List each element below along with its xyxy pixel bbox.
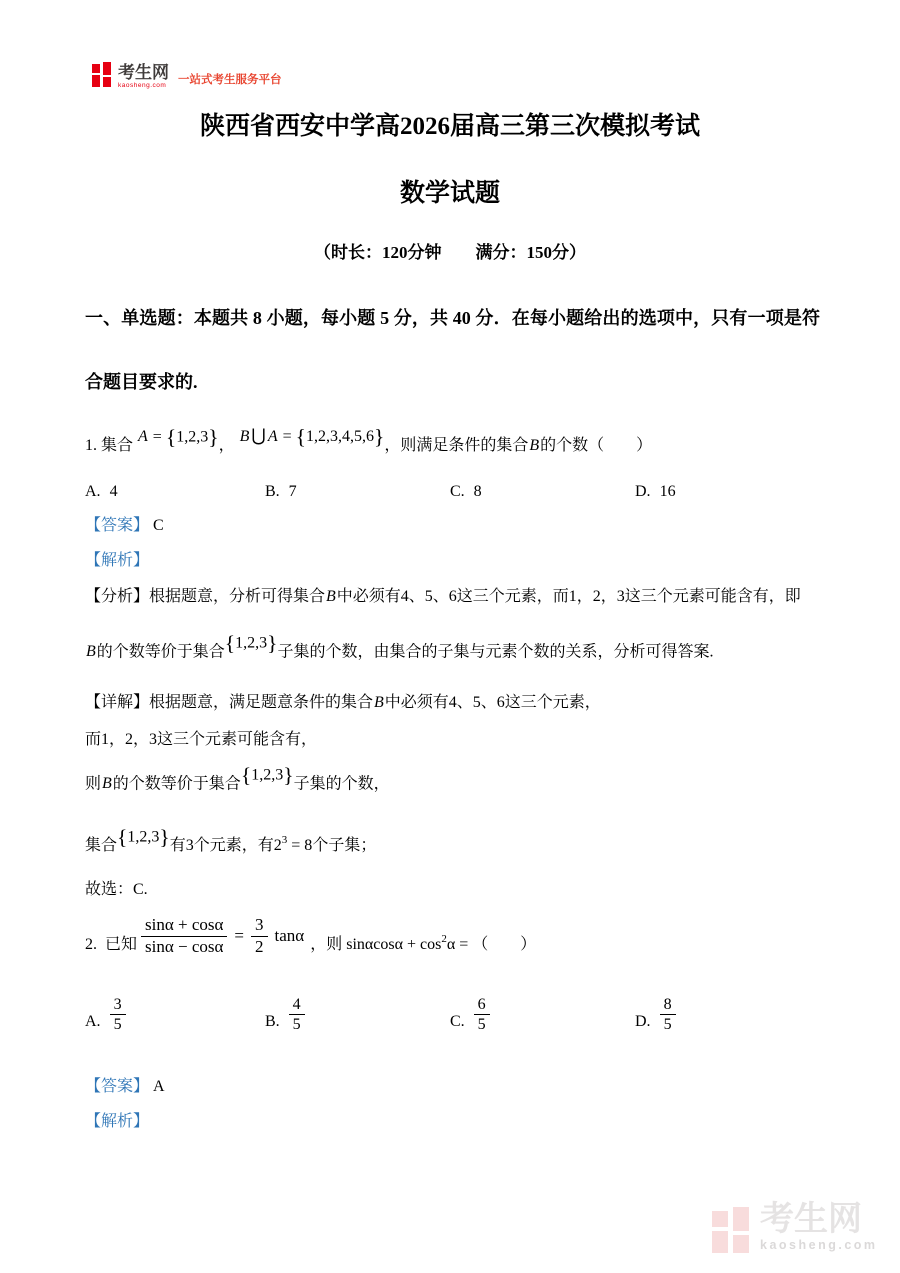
q1-explain-tag-line <box>85 549 149 573</box>
q1-conclusion: 故选：C. <box>85 881 148 898</box>
explain-tag: 【解析】 <box>85 1113 150 1130</box>
fraction-rhs: $\frac{3}{2}$ <box>251 915 268 957</box>
math-set-union: B ⋃ A = {1,2,3,4,5,6} <box>239 424 385 449</box>
explain-tag: 【解析】 <box>85 552 150 569</box>
q1-answer-value: C <box>153 517 164 534</box>
fraction-lhs: $\frac{\sin\alpha + \cos\alpha}{\sin\alpha - \cos\alpha}$ <box>141 915 227 957</box>
q2-explain-tag-line <box>85 1110 149 1134</box>
section-heading-line1: 一、单选题：本题共 8 小题，每小题 5 分，共 40 分．在每小题给出的选项中，只有一项是符 <box>85 308 820 328</box>
q1-stem-text: 集合 <box>101 437 134 454</box>
q1-option-b: B. 7 <box>265 483 297 500</box>
math-set: {1,2,3} <box>224 631 278 655</box>
q2-option-c: C. $\frac{6}{5}$ <box>450 995 490 1034</box>
doc-title: 陕西省西安中学高2026届高三第三次模拟考试 <box>199 113 700 140</box>
question-1-stem: 1. 集合 A = {1,2,3}， B ⋃ A = {1,2,3,4,5,6}，则满足条件的集合B的个数（ ） <box>85 424 653 454</box>
q1-analysis-line2: B的个数等价于集合{1,2,3}子集的个数，由集合的子集与元素个数的关系，分析可得答案. <box>86 631 714 661</box>
math-set: {1,2,3} <box>117 824 170 849</box>
watermark-name: 考生网 <box>760 1200 862 1238</box>
q1-detail-line4: 集合{1,2,3}有3个元素，有$2^3 = 8$个子集； <box>85 824 377 854</box>
doc-meta: （时长：120分钟 满分：150分） <box>314 243 586 262</box>
q1-option-a: A. 4 <box>85 483 118 500</box>
q1-answer-line <box>85 514 164 538</box>
q2-answer-line <box>85 1075 165 1099</box>
q1-number: 1. <box>85 437 97 454</box>
q1-analysis-line: 【分析】根据题意，分析可得集合B中必须有4、5、6这三个元素，而1，2，3这三个元素可能含有，即 <box>85 588 801 605</box>
q2-option-a: A. $\frac{3}{5}$ <box>85 995 126 1034</box>
q2-stem-tail: ，则 $\sin\alpha\cos\alpha + \cos^2\alpha$ = （ ） <box>310 933 537 953</box>
watermark <box>712 1202 878 1257</box>
q1-detail-line1: 【详解】根据题意，满足题意条件的集合B中必须有4、5、6这三个元素， <box>85 694 601 711</box>
doc-subtitle: 数学试题 <box>399 180 500 207</box>
q2-answer-value: A <box>153 1078 165 1095</box>
q1-options-row <box>85 480 825 530</box>
q2-number: 2. <box>85 936 97 953</box>
math-power: $2^3 = 8$ <box>273 834 313 854</box>
section-heading-line2: 合题目要求的. <box>85 372 198 392</box>
tan-term: tanα <box>274 926 305 946</box>
brand-text <box>118 64 169 90</box>
question-2-stem <box>85 905 536 957</box>
q1-option-c: C. 8 <box>450 483 482 500</box>
answer-tag: 【答案】 <box>85 1078 150 1095</box>
q2-options-row <box>85 995 825 1045</box>
answer-tag: 【答案】 <box>85 517 150 534</box>
brand-domain: kaosheng.com <box>118 81 167 89</box>
math-set: {1,2,3} <box>240 763 294 787</box>
union-symbol: ⋃ <box>251 425 266 445</box>
equals-sign: = <box>234 926 245 946</box>
watermark-domain: kaosheng.com <box>760 1238 878 1252</box>
q1-option-d: D. 16 <box>635 483 676 500</box>
brand-tagline: 一站式考生服务平台 <box>178 74 282 86</box>
math-fraction-equation <box>141 915 304 957</box>
kaosheng-watermark-icon <box>712 1207 752 1257</box>
brand-logo <box>92 62 282 89</box>
q1-detail-line3: 则B的个数等价于集合{1,2,3}子集的个数， <box>85 763 390 793</box>
math-set-a: A = {1,2,3} <box>138 424 219 449</box>
q2-option-d: D. $\frac{8}{5}$ <box>635 995 676 1034</box>
brand-name: 考生网 <box>118 62 169 82</box>
q1-detail-line2: 而1，2，3这三个元素可能含有， <box>85 731 318 748</box>
watermark-text <box>760 1202 878 1252</box>
q2-option-b: B. $\frac{4}{5}$ <box>265 995 305 1034</box>
kaosheng-logo-icon <box>92 62 113 89</box>
q2-stem-text: 已知 <box>105 936 138 953</box>
